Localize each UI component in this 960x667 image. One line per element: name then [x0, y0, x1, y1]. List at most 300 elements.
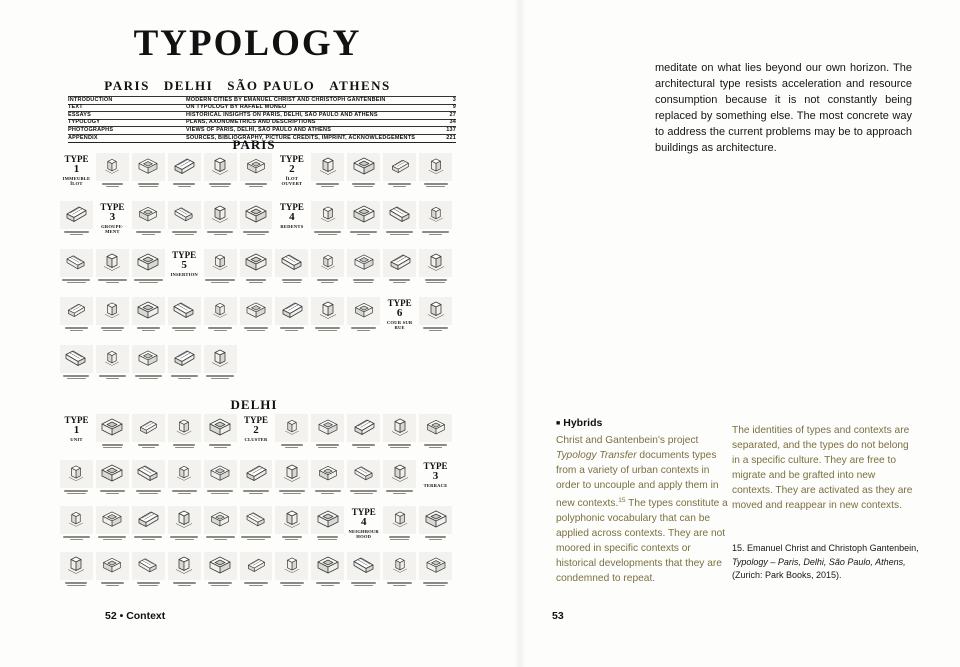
axonometric-thumbnail	[132, 414, 165, 460]
thumbnail-caption	[204, 536, 237, 540]
building-axonometric-icon	[204, 506, 237, 534]
thumbnail-caption	[347, 490, 380, 494]
building-axonometric-icon	[168, 201, 201, 229]
thumbnail-caption	[311, 279, 344, 283]
building-axonometric-icon	[419, 414, 452, 442]
thumbnail-caption	[240, 536, 273, 540]
thumbnail-caption	[96, 375, 129, 379]
axonometric-thumbnail	[60, 345, 93, 393]
toc-title: HISTORICAL INSIGHTS ON PARIS, DELHI, SÃO PAULO AND ATHENS	[186, 111, 378, 118]
toc-section: INTRODUCTION	[68, 96, 113, 103]
thumbnail-caption	[168, 375, 201, 379]
toc-page-number: 221	[446, 134, 456, 141]
thumbnail-caption	[311, 183, 344, 187]
axonometric-thumbnail	[419, 414, 452, 460]
building-axonometric-icon	[60, 201, 93, 229]
thumbnail-caption	[347, 183, 380, 187]
thumbnail-caption	[311, 582, 344, 586]
thumbnail-caption	[132, 375, 165, 379]
axonometric-thumbnail	[96, 153, 129, 201]
axonometric-thumbnail	[240, 201, 273, 249]
building-axonometric-icon	[419, 249, 452, 277]
table-of-contents	[68, 96, 456, 143]
axonometric-thumbnail	[419, 153, 452, 201]
axonometric-thumbnail	[347, 201, 380, 249]
toc-title: PLANS, AXONOMETRICS AND DESCRIPTIONS	[186, 119, 316, 126]
axonometric-thumbnail	[168, 201, 201, 249]
thumbnail-caption	[311, 231, 344, 235]
thumbnail-caption	[132, 279, 165, 283]
building-axonometric-icon	[383, 201, 416, 229]
thumbnail-caption	[60, 375, 93, 379]
thumbnail-caption	[60, 582, 93, 586]
type-label: TYPE 4 REDENTS	[279, 202, 304, 229]
thumbnail-caption	[347, 582, 380, 586]
axonometric-thumbnail	[204, 506, 237, 552]
thumbnail-caption	[383, 279, 416, 283]
thumbnail-caption	[96, 279, 129, 283]
building-axonometric-icon	[204, 153, 237, 181]
thumbnail-caption	[419, 327, 452, 331]
axonometric-thumbnail	[383, 460, 416, 506]
axonometric-thumbnail	[96, 414, 129, 460]
thumbnail-caption	[60, 279, 93, 283]
thumbnail-caption	[204, 444, 237, 448]
building-axonometric-icon	[275, 414, 308, 442]
building-axonometric-icon	[60, 345, 93, 373]
delhi-typology-grid	[60, 414, 452, 598]
bullet-square-icon: ■	[556, 420, 561, 427]
type-label: TYPE 1 UNIT	[64, 415, 89, 442]
axonometric-thumbnail	[60, 201, 93, 249]
axonometric-thumbnail	[311, 414, 344, 460]
thumbnail-caption	[204, 279, 237, 283]
thumbnail-caption	[275, 279, 308, 283]
thumbnail-caption	[132, 327, 165, 331]
thumbnail-caption	[275, 536, 308, 540]
thumbnail-caption	[275, 582, 308, 586]
identities-paragraph: The identities of types and contexts are separated, and the types do not belong in a specific culture. They are free to migrate and be grafted into new contexts. They are activated as they are moved and reappear in new contexts.	[732, 425, 913, 511]
building-axonometric-icon	[204, 297, 237, 325]
axonometric-thumbnail	[132, 552, 165, 598]
toc-title: SOURCES, BIBLIOGRAPHY, PICTURE CREDITS, IMPRINT, ACKNOWLEDGEMENTS	[186, 134, 416, 141]
toc-section: ESSAYS	[68, 111, 92, 118]
axonometric-thumbnail	[275, 297, 308, 345]
thumbnail-caption	[204, 490, 237, 494]
thumbnail-caption	[132, 231, 165, 235]
building-axonometric-icon	[383, 552, 416, 580]
axonometric-thumbnail	[275, 506, 308, 552]
building-axonometric-icon	[96, 297, 129, 325]
thumbnail-caption	[383, 444, 416, 448]
building-axonometric-icon	[383, 414, 416, 442]
thumbnail-caption	[419, 536, 452, 540]
axonometric-thumbnail	[383, 552, 416, 598]
axonometric-thumbnail	[240, 153, 273, 201]
axonometric-thumbnail	[60, 552, 93, 598]
axonometric-thumbnail	[60, 249, 93, 297]
type-label: TYPE 1 IMMEUBLE ÎLOT	[62, 154, 91, 186]
city-label: PARIS	[104, 78, 150, 93]
building-axonometric-icon	[240, 201, 273, 229]
axonometric-thumbnail	[168, 552, 201, 598]
axonometric-thumbnail	[383, 201, 416, 249]
axonometric-thumbnail	[132, 345, 165, 393]
building-axonometric-icon	[419, 552, 452, 580]
thumbnail-caption	[96, 327, 129, 331]
empty-cell	[240, 345, 273, 393]
thumbnail-caption	[168, 231, 201, 235]
building-axonometric-icon	[168, 153, 201, 181]
axonometric-thumbnail	[240, 506, 273, 552]
hybrids-heading	[556, 417, 602, 429]
thumbnail-caption	[132, 490, 165, 494]
axonometric-thumbnail	[60, 506, 93, 552]
axonometric-thumbnail	[96, 345, 129, 393]
building-axonometric-icon	[132, 552, 165, 580]
axonometric-thumbnail	[132, 249, 165, 297]
empty-cell	[311, 345, 344, 393]
building-axonometric-icon	[132, 249, 165, 277]
type-label: TYPE 6 COUR SUR RUE	[386, 298, 413, 330]
thumbnail-caption	[204, 183, 237, 187]
empty-cell	[419, 345, 452, 393]
axonometric-thumbnail	[240, 249, 273, 297]
axonometric-thumbnail	[204, 552, 237, 598]
paris-typology-grid	[60, 153, 452, 393]
thumbnail-caption	[168, 536, 201, 540]
thumbnail-caption	[347, 327, 380, 331]
building-axonometric-icon	[275, 297, 308, 325]
axonometric-thumbnail	[383, 249, 416, 297]
empty-cell	[383, 345, 416, 393]
type-label: TYPE 4 NEIGHBOUR HOOD	[348, 507, 379, 539]
axonometric-thumbnail	[347, 249, 380, 297]
building-axonometric-icon	[240, 506, 273, 534]
axonometric-thumbnail	[311, 506, 344, 552]
toc-row	[68, 126, 456, 134]
axonometric-thumbnail	[204, 297, 237, 345]
thumbnail-caption	[240, 183, 273, 187]
thumbnail-caption	[383, 183, 416, 187]
thumbnail-caption	[204, 582, 237, 586]
axonometric-thumbnail	[419, 506, 452, 552]
thumbnail-caption	[168, 582, 201, 586]
building-axonometric-icon	[383, 460, 416, 488]
axonometric-thumbnail	[60, 297, 93, 345]
thumbnail-caption	[311, 490, 344, 494]
axonometric-thumbnail	[204, 460, 237, 506]
axonometric-thumbnail	[383, 153, 416, 201]
building-axonometric-icon	[347, 297, 380, 325]
building-axonometric-icon	[96, 249, 129, 277]
thumbnail-caption	[96, 490, 129, 494]
subtitle-cities	[40, 78, 455, 94]
intro-paragraph: meditate on what lies beyond our own horizon. The architectural type resists acceleration and resource consumption because it is not constantly being replaced by something else. The most concrete way to address the current problems may be to approach buildings as architecture.	[655, 62, 912, 154]
thumbnail-caption	[347, 231, 380, 235]
thumbnail-caption	[204, 231, 237, 235]
thumbnail-caption	[419, 231, 452, 235]
thumbnail-caption	[383, 231, 416, 235]
axonometric-thumbnail	[240, 552, 273, 598]
thumbnail-caption	[275, 327, 308, 331]
building-axonometric-icon	[311, 201, 344, 229]
axonometric-thumbnail	[383, 506, 416, 552]
building-axonometric-icon	[311, 460, 344, 488]
thumbnail-caption	[204, 375, 237, 379]
building-axonometric-icon	[204, 345, 237, 373]
thumbnail-caption	[311, 327, 344, 331]
axonometric-thumbnail	[275, 249, 308, 297]
building-axonometric-icon	[96, 345, 129, 373]
building-axonometric-icon	[383, 153, 416, 181]
axonometric-thumbnail	[168, 297, 201, 345]
building-axonometric-icon	[168, 460, 201, 488]
thumbnail-caption	[96, 183, 129, 187]
axonometric-thumbnail	[311, 552, 344, 598]
hybrids-heading-label: Hybrids	[563, 417, 603, 429]
building-axonometric-icon	[383, 506, 416, 534]
thumbnail-caption	[347, 444, 380, 448]
toc-row	[68, 119, 456, 127]
axonometric-thumbnail	[132, 297, 165, 345]
axonometric-thumbnail	[347, 460, 380, 506]
axonometric-thumbnail	[204, 345, 237, 393]
building-axonometric-icon	[132, 297, 165, 325]
axonometric-thumbnail	[132, 460, 165, 506]
axonometric-thumbnail	[311, 249, 344, 297]
thumbnail-caption	[311, 536, 344, 540]
thumbnail-caption	[132, 536, 165, 540]
building-axonometric-icon	[168, 297, 201, 325]
axonometric-thumbnail	[419, 552, 452, 598]
type-label: TYPE 3 GROUPE-MENT	[100, 202, 125, 234]
axonometric-thumbnail	[347, 552, 380, 598]
building-axonometric-icon	[60, 552, 93, 580]
building-axonometric-icon	[204, 552, 237, 580]
building-axonometric-icon	[419, 506, 452, 534]
axonometric-thumbnail	[96, 249, 129, 297]
axonometric-thumbnail	[168, 414, 201, 460]
axonometric-thumbnail	[204, 153, 237, 201]
type-label: TYPE 2 CLUSTER	[243, 415, 268, 442]
thumbnail-caption	[60, 327, 93, 331]
thumbnail-caption	[347, 279, 380, 283]
building-axonometric-icon	[311, 414, 344, 442]
building-axonometric-icon	[419, 153, 452, 181]
axonometric-thumbnail	[275, 552, 308, 598]
building-axonometric-icon	[240, 153, 273, 181]
toc-page-number: 27	[449, 111, 456, 118]
building-axonometric-icon	[240, 460, 273, 488]
building-axonometric-icon	[383, 249, 416, 277]
axonometric-thumbnail	[204, 414, 237, 460]
building-axonometric-icon	[311, 552, 344, 580]
axonometric-thumbnail	[311, 201, 344, 249]
building-axonometric-icon	[419, 201, 452, 229]
building-axonometric-icon	[60, 297, 93, 325]
building-axonometric-icon	[419, 297, 452, 325]
toc-title: ON TYPOLOGY BY RAFAEL MONEO	[186, 104, 287, 111]
thumbnail-caption	[383, 490, 416, 494]
axonometric-thumbnail	[204, 201, 237, 249]
axonometric-thumbnail	[60, 460, 93, 506]
building-axonometric-icon	[240, 297, 273, 325]
thumbnail-caption	[311, 444, 344, 448]
hybrids-paragraph: Christ and Gantenbein's project Typology Transfer documents types from a variety of urban contexts in order to uncouple and apply them in new contexts.$^{15}$ The types constitute a polyphonic vocabulary that can be applied across contexts. They are not moored in specific contexts or historical developments that they are condemned to repeat.	[556, 435, 728, 584]
footnote-citation: 15. Emanuel Christ and Christoph Gantenbein, Typology – Paris, Delhi, São Paulo, Athens, (Zurich: Park Books, 2015).	[732, 543, 919, 580]
thumbnail-caption	[419, 183, 452, 187]
thumbnail-caption	[275, 490, 308, 494]
right-page-number: 53	[552, 610, 564, 622]
left-page-footer: 52 • Context	[105, 610, 166, 622]
thumbnail-caption	[419, 444, 452, 448]
thumbnail-caption	[96, 444, 129, 448]
building-axonometric-icon	[168, 414, 201, 442]
thumbnail-caption	[240, 582, 273, 586]
building-axonometric-icon	[311, 297, 344, 325]
axonometric-thumbnail	[275, 414, 308, 460]
building-axonometric-icon	[347, 153, 380, 181]
axonometric-thumbnail	[419, 249, 452, 297]
building-axonometric-icon	[347, 552, 380, 580]
building-axonometric-icon	[96, 414, 129, 442]
building-axonometric-icon	[96, 552, 129, 580]
city-label: ATHENS	[329, 78, 391, 93]
building-axonometric-icon	[240, 552, 273, 580]
section-header-paris: PARIS	[232, 137, 276, 152]
toc-page-number: 3	[452, 96, 456, 103]
building-axonometric-icon	[275, 506, 308, 534]
toc-row	[68, 96, 456, 104]
toc-page-number: 137	[446, 126, 456, 133]
axonometric-thumbnail	[96, 460, 129, 506]
section-header-delhi: DELHI	[230, 397, 278, 412]
building-axonometric-icon	[347, 249, 380, 277]
type-label: TYPE 5 INSERTION	[170, 250, 198, 277]
thumbnail-caption	[275, 444, 308, 448]
building-axonometric-icon	[204, 201, 237, 229]
building-axonometric-icon	[204, 460, 237, 488]
thumbnail-caption	[168, 490, 201, 494]
toc-row	[68, 104, 456, 112]
axonometric-thumbnail	[311, 153, 344, 201]
building-axonometric-icon	[347, 460, 380, 488]
building-axonometric-icon	[132, 506, 165, 534]
thumbnail-caption	[60, 536, 93, 540]
thumbnail-caption	[168, 327, 201, 331]
axonometric-thumbnail	[419, 297, 452, 345]
toc-title: VIEWS OF PARIS, DELHI, SÃO PAULO AND ATHENS	[186, 126, 332, 133]
building-axonometric-icon	[204, 249, 237, 277]
building-axonometric-icon	[275, 460, 308, 488]
axonometric-thumbnail	[132, 201, 165, 249]
city-label: DELHI	[163, 78, 214, 93]
thumbnail-caption	[240, 279, 273, 283]
building-axonometric-icon	[132, 414, 165, 442]
building-axonometric-icon	[60, 506, 93, 534]
empty-cell	[347, 345, 380, 393]
axonometric-thumbnail	[383, 414, 416, 460]
axonometric-thumbnail	[347, 297, 380, 345]
thumbnail-caption	[60, 231, 93, 235]
axonometric-thumbnail	[96, 506, 129, 552]
thumbnail-caption	[419, 279, 452, 283]
building-axonometric-icon	[168, 506, 201, 534]
thumbnail-caption	[240, 490, 273, 494]
axonometric-thumbnail	[240, 297, 273, 345]
toc-section: APPENDIX	[68, 134, 98, 141]
toc-section: TEXT	[68, 104, 83, 111]
building-axonometric-icon	[96, 506, 129, 534]
building-axonometric-icon	[240, 249, 273, 277]
empty-cell	[275, 345, 308, 393]
toc-title: MODERN CITIES BY EMANUEL CHRIST AND CHRISTOPH GANTENBEIN	[186, 96, 386, 103]
axonometric-thumbnail	[275, 460, 308, 506]
axonometric-thumbnail	[168, 506, 201, 552]
axonometric-thumbnail	[168, 345, 201, 393]
thumbnail-caption	[60, 490, 93, 494]
building-axonometric-icon	[347, 414, 380, 442]
toc-page-number: 9	[452, 104, 456, 111]
page-title: TYPOLOGY	[133, 23, 362, 64]
axonometric-thumbnail	[168, 153, 201, 201]
axonometric-thumbnail	[132, 153, 165, 201]
thumbnail-caption	[96, 582, 129, 586]
building-axonometric-icon	[132, 460, 165, 488]
thumbnail-caption	[383, 536, 416, 540]
axonometric-thumbnail	[132, 506, 165, 552]
axonometric-thumbnail	[311, 460, 344, 506]
axonometric-thumbnail	[240, 460, 273, 506]
axonometric-thumbnail	[96, 552, 129, 598]
axonometric-thumbnail	[347, 153, 380, 201]
toc-section: TYPOLOGY	[68, 119, 101, 126]
building-axonometric-icon	[311, 506, 344, 534]
thumbnail-caption	[419, 582, 452, 586]
axonometric-thumbnail	[347, 414, 380, 460]
building-axonometric-icon	[132, 345, 165, 373]
building-axonometric-icon	[132, 201, 165, 229]
building-axonometric-icon	[204, 414, 237, 442]
thumbnail-caption	[132, 183, 165, 187]
building-axonometric-icon	[347, 201, 380, 229]
page-gutter	[514, 0, 526, 667]
thumbnail-caption	[383, 582, 416, 586]
building-axonometric-icon	[60, 249, 93, 277]
axonometric-thumbnail	[419, 201, 452, 249]
thumbnail-caption	[240, 231, 273, 235]
building-axonometric-icon	[275, 552, 308, 580]
thumbnail-caption	[168, 444, 201, 448]
building-axonometric-icon	[311, 153, 344, 181]
building-axonometric-icon	[96, 153, 129, 181]
thumbnail-caption	[204, 327, 237, 331]
thumbnail-caption	[132, 444, 165, 448]
building-axonometric-icon	[275, 249, 308, 277]
thumbnail-caption	[240, 327, 273, 331]
axonometric-thumbnail	[168, 460, 201, 506]
building-axonometric-icon	[60, 460, 93, 488]
toc-row	[68, 111, 456, 119]
type-label: TYPE 3 TERRACE	[423, 461, 448, 488]
building-axonometric-icon	[132, 153, 165, 181]
city-label: SÃO PAULO	[227, 78, 316, 93]
type-label: TYPE 2 ÎLOT OUVERT	[279, 154, 304, 186]
axonometric-thumbnail	[96, 297, 129, 345]
toc-page-number: 34	[449, 119, 456, 126]
building-axonometric-icon	[168, 552, 201, 580]
